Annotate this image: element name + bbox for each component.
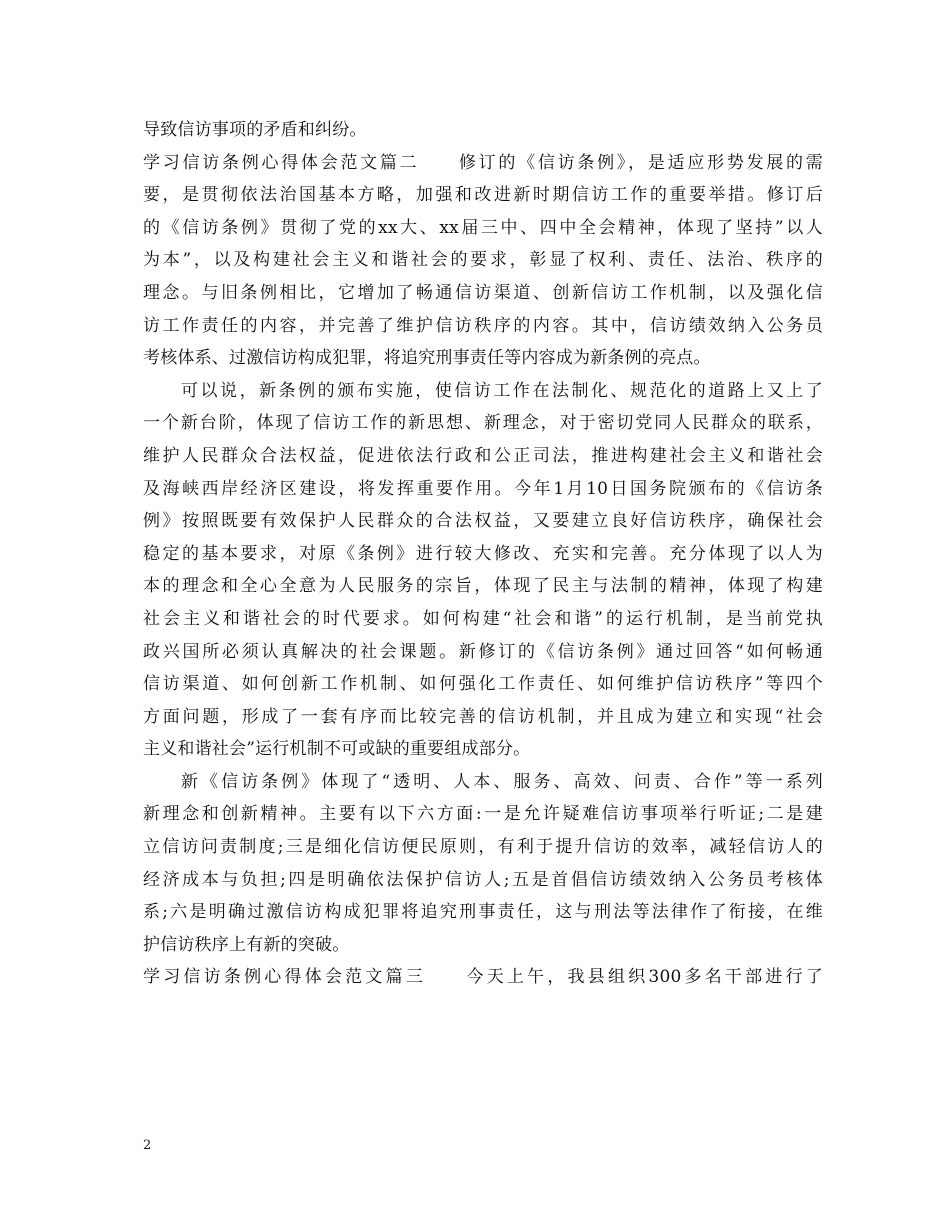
page-number: 2	[143, 1138, 152, 1153]
text-line: 例》按照既要有效保护人民群众的合法权益，又要建立良好信访秩序，确保社会	[143, 511, 823, 532]
text-line: 可以说，新条例的颁布实施，使信访工作在法制化、规范化的道路上又上了	[181, 380, 823, 401]
text-line: 为本”，以及构建社会主义和谐社会的要求，彰显了权利、责任、法治、秩序的	[143, 250, 823, 271]
text-line: 一个新台阶，体现了信访工作的新思想、新理念，对于密切党同人民群众的联系，	[143, 413, 823, 434]
text-line: 要，是贯彻依法治国基本方略，加强和改进新时期信访工作的重要举措。修订后	[143, 185, 823, 206]
text-line: 信访渠道、如何创新工作机制、如何强化工作责任、如何维护信访秩序”等四个	[143, 674, 823, 695]
text-line: 及海峡西岸经济区建设，将发挥重要作用。今年1月10日国务院颁布的《信访条	[143, 478, 823, 499]
text-line: 的《信访条例》贯彻了党的xx大、xx届三中、四中全会精神，体现了坚持”以人	[143, 217, 823, 238]
body-text	[143, 114, 823, 994]
text-line: 政兴国所必须认真解决的社会课题。新修订的《信访条例》通过回答“如何畅通	[143, 641, 823, 662]
text-line: 访工作责任的内容，并完善了维护信访秩序的内容。其中，信访绩效纳入公务员	[143, 315, 823, 336]
text-line: 考核体系、过激信访构成犯罪，将追究刑事责任等内容成为新条例的亮点。	[143, 348, 711, 369]
text-line: 学习信访条例心得体会范文篇三 今天上午，我县组织300多名干部进行了	[143, 967, 823, 988]
text-line: 立信访问责制度;三是细化信访便民原则，有利于提升信访的效率，减轻信访人的	[143, 837, 823, 858]
text-line: 系;六是明确过激信访构成犯罪将追究刑事责任，这与刑法等法律作了衔接，在维	[143, 902, 823, 923]
text-line: 新理念和创新精神。主要有以下六方面:一是允许疑难信访事项举行听证;二是建	[143, 804, 823, 825]
text-line: 理念。与旧条例相比，它增加了畅通信访渠道、创新信访工作机制，以及强化信	[143, 282, 823, 303]
text-line: 本的理念和全心全意为人民服务的宗旨，体现了民主与法制的精神，体现了构建	[143, 576, 823, 597]
text-line: 导致信访事项的矛盾和纠纷。	[143, 120, 367, 140]
text-line: 社会主义和谐社会的时代要求。如何构建“社会和谐”的运行机制，是当前党执	[143, 608, 823, 629]
text-line: 护信访秩序上有新的突破。	[143, 934, 350, 955]
text-line: 经济成本与负担;四是明确依法保护信访人;五是首倡信访绩效纳入公务员考核体	[143, 869, 823, 890]
text-line: 学习信访条例心得体会范文篇二 修订的《信访条例》，是适应形势发展的需	[143, 152, 823, 173]
text-line: 主义和谐社会”运行机制不可或缺的重要组成部分。	[143, 739, 531, 760]
text-line: 方面问题，形成了一套有序而比较完善的信访机制，并且成为建立和实现“社会	[143, 706, 823, 727]
text-line: 稳定的基本要求，对原《条例》进行较大修改、充实和完善。充分体现了以人为	[143, 543, 823, 564]
text-line: 新《信访条例》体现了“透明、人本、服务、高效、问责、合作”等一系列	[181, 771, 823, 792]
text-line: 维护人民群众合法权益，促进依法行政和公正司法，推进构建社会主义和谐社会	[143, 445, 823, 466]
